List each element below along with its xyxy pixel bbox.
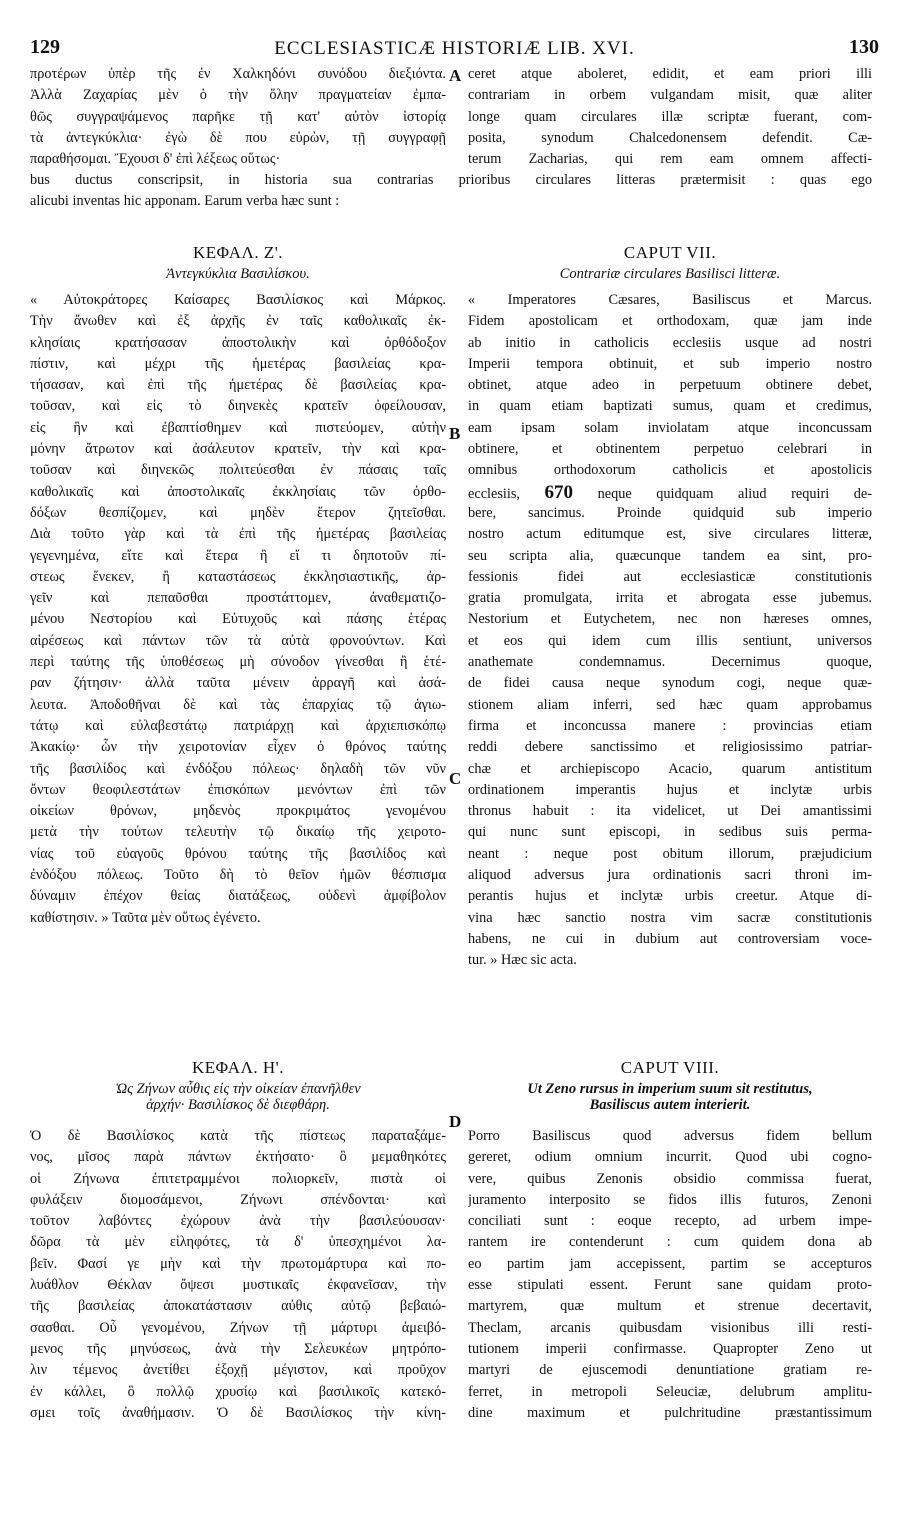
greek-intro-line: Ἀλλὰ Ζαχαρίας μὲν ὁ τὴν ὅλην πραγματείαν ἐμπα- (30, 87, 446, 104)
latin-subtitle-line: Basiliscus autem interierit. (589, 1097, 751, 1113)
running-header (30, 36, 879, 62)
greek-line: μένου Νεστορίου καὶ Εὐτυχοῦς καὶ πάσης ἑτέρας (30, 611, 446, 628)
full-width-line: alicubi inventas hic apponam. Earum verba hæc sunt : (30, 193, 340, 210)
latin-line: vere, quibus Zenonis obsidio commissa fuerat, (468, 1170, 872, 1187)
greek-line: μετὰ τὴν τούτων τελευτὴν τῷ δικαίῳ τῆς χειροτο- (30, 824, 446, 841)
greek-line: Ὁ δὲ Βασιλίσκος κατὰ τῆς πίστεως παραταξάμε- (30, 1128, 446, 1144)
latin-line: chæ et archiepiscopo Acacio, quarum antistitum (468, 760, 872, 777)
latin-line: ab initio in catholicis ecclesiis usque ad nostri (468, 334, 872, 351)
margin-letter-c: C (449, 769, 462, 788)
latin-line: qui nunc sunt episcopi, in sedibus suis perma- (468, 824, 872, 841)
latin-chapter-heading: CAPUT VII. (623, 243, 717, 262)
latin-line: obtinere, et obtinentem perpetuo celebrari in (468, 441, 872, 458)
latin-line: perantis hujus et inclytæ urbis creetur. Atque di- (468, 888, 872, 905)
greek-line: τῆς βασιλείας ἀποκατάστασιν αὐθις αὐτῷ βεβαιώ- (30, 1298, 446, 1315)
margin-letter-b: B (449, 424, 461, 443)
margin-letter-d: D (449, 1112, 462, 1131)
greek-intro-line: θῶς συγγραψάμενος παρῆκε τῇ κατ' αὐτὸν ἱστορίᾳ (30, 108, 446, 125)
latin-line: martyrem, quæ multum et strenue decertavit, (468, 1298, 872, 1315)
latin-line: fessionis fidei aut ecclesiasticæ constitutionis (468, 568, 872, 585)
greek-intro-column (30, 64, 446, 170)
greek-line: φυλάξειν διομοσάμενοι, Ζήνωνι σπένδονται· καὶ (30, 1191, 446, 1208)
latin-line: Porro Basiliscus quod adversus fidem bellum (468, 1128, 872, 1144)
latin-line: firma et inconcussa manere : provincias etiam (468, 717, 872, 734)
latin-line: ordinationem imperantis hujus et inclytæ urbis (468, 781, 872, 798)
greek-chapter-subtitle (30, 1081, 446, 1113)
latin-line: de fidei causa neque synodum cogi, neque quæ- (468, 675, 872, 692)
latin-intro-line: ceret atque aboleret, edidit, et eam priori illi (468, 66, 872, 82)
latin-line-start: ecclesiis, (468, 485, 545, 502)
greek-line: οἱ Ζήνωνα ἐπιτετραμμένοι πολιορκεῖν, πιστὰ οἱ (30, 1170, 446, 1187)
greek-line: γεγενημένα, εἴτε καὶ ἕτερα ἢ εἴ τι δηποτοῦν πί- (30, 547, 446, 564)
greek-line: εἰς ἣν καὶ ἐβαπτίσθημεν καὶ πιστεύομεν, αὐτὴν (30, 419, 446, 436)
latin-line: « Imperatores Cæsares, Basiliscus et Marcus. (468, 292, 872, 308)
greek-line: ὄντων θεοφιλεστάτων ἐπισκόπων μενόντων ἐπὶ τῶν (30, 781, 446, 798)
latin-line: juramento interposito se fidos illis futuros, Zenoni (468, 1191, 872, 1208)
latin-line-end: neque quidquam aliud requiri de- (573, 485, 872, 502)
greek-line: δῶρα τὰ μὲν εἰληφότες, τὰ δ' ὑπεσχημένοι λα- (30, 1234, 446, 1251)
greek-line: αἱρέσεως καὶ πάντων τῶν τὰ αὐτὰ φρονούντων. Καὶ (30, 632, 446, 649)
latin-chapter-subtitle: Contrariæ circulares Basilisci litteræ. (559, 266, 781, 282)
greek-line: ραν ζήτησιν· ἀλλὰ ταῦτα μένειν ἀρραγῆ καὶ ἀσά- (30, 675, 446, 692)
latin-line: gereret, odium omnium incurrit. Quod ubi cogno- (468, 1149, 872, 1166)
latin-intro-line: contrariam in orbem vulgandam misit, quæ aliter (468, 87, 872, 104)
latin-line: tur. » Hæc sic acta. (468, 952, 577, 969)
latin-chapter-subtitle (468, 1081, 872, 1113)
greek-line: στεως ἕνεκεν, ἢ καταστάσεως ἐκκλησιαστικῆς, ἀρ- (30, 568, 446, 585)
greek-line: καθολικαῖς καὶ ἀποστολικαῖς ἐκκλησίαις τῶν ὀρθο- (30, 483, 446, 500)
latin-chapter-heading: CAPUT VIII. (620, 1058, 720, 1077)
greek-line: δόξων θεσπίζομεν, καὶ μηδὲν ἕτερον ζητεῖσθαι. (30, 504, 446, 521)
latin-line: aliquod adversus jura ordinationis sacri throni im- (468, 867, 872, 884)
running-title: ECCLESIASTICÆ HISTORIÆ LIB. XVI. (274, 38, 635, 59)
latin-line: rantem ire contenderunt : cum quidem dona ab (468, 1234, 872, 1251)
latin-line: Imperii tempora obtinuit, et sub imperio nostro (468, 355, 872, 372)
greek-line: λυάθλον Θέκλαν ὄψεσι μυστικαῖς ἐκφανεῖσαν, τὴν (30, 1277, 446, 1294)
greek-line: τήσασαν, καὶ ἐπὶ τῆς ἡμετέρας δὲ βασιλείας κρα- (30, 377, 446, 394)
latin-line: ferret, in metropoli Seleuciæ, delubrum amplitu- (468, 1383, 872, 1400)
greek-line: νος, μῖσος παρὰ πάντων ἐκτήσατο· ὃ μεμαθηκότες (30, 1149, 446, 1166)
original-page-number: 670 (544, 481, 574, 503)
latin-line: tutionem imperii confirmasse. Quapropter Zeno ut (468, 1340, 872, 1357)
latin-line: vina hæc sanctio nostra vim sacræ constitutionis (468, 909, 872, 926)
greek-line: δύναμιν ἐπέχον θείας διατάξεως, οὐδενὶ ἀμφίβολον (30, 888, 446, 905)
greek-intro-line: παραθήσομαι. Ἔχουσι δ' ἐπὶ λέξεως οὕτως· (30, 151, 281, 168)
greek-line: οἰκείων θρόνων, μηδενὸς προκριμάτος γενομένου (30, 803, 446, 820)
greek-line: σμει τοῖς ἀναθήμασιν. Ὁ δὲ Βασιλίσκος τὴν κίνη- (30, 1404, 446, 1421)
greek-line: βεῖν. Φασί γε μὴν καὶ τὴν πρωτομάρτυρα καὶ πο- (30, 1255, 446, 1272)
latin-line: Nestorium et Eutychetem, nec non hæreses omnes, (468, 611, 872, 628)
latin-line: neant : neque post obitum illorum, præjudicium (468, 845, 872, 862)
greek-line: γεῖν καὶ πεπαῦσθαι προστάττομεν, ἀναθεματιζο- (30, 590, 446, 607)
latin-line: nostro actum editumque est, sive circulares litteræ, (468, 526, 872, 543)
greek-line: Ἀκακίῳ· ὧν τὴν χειροτονίαν εἶχεν ὁ θρόνος ταύτης (30, 739, 446, 756)
full-width-text (30, 170, 872, 213)
greek-subtitle-line: Ὡς Ζήνων αὖθις εἰς τὴν οἰκείαν ἐπανῆλθεν (115, 1081, 361, 1097)
greek-intro-line: προτέρων ὑπὲρ τῆς ἐν Χαλκηδόνι συνόδου διεξιόντα. (30, 66, 446, 82)
greek-chapter8-text (30, 1126, 446, 1424)
greek-line: τοῦσαν καὶ διηνεκῶς πολιτεύεσθαι ἐν πάσαις ταῖς (30, 462, 446, 479)
latin-line: bere, sancimus. Proinde quidquid sub imperio (468, 504, 872, 521)
latin-line: seu scripta alia, quæcunque tandem ea sint, pro- (468, 547, 872, 564)
greek-subtitle-line: ἀρχήν· Βασιλίσκος δὲ διεφθάρη. (146, 1097, 330, 1113)
latin-line: gratia promulgata, irrita et abrogata esse jubemus. (468, 590, 872, 607)
latin-chapter8-text (468, 1126, 872, 1424)
latin-line: in quam etiam baptizati sumus, quam et credimus, (468, 398, 872, 415)
greek-line: μόνην ἄτρωτον καὶ ἀσάλευτον κρατεῖν, τὴν καὶ κρα- (30, 441, 446, 458)
full-width-line: bus ductus conscripsit, in historia sua contrarias prioribus circulares litteras prætermisit : quas ego (30, 172, 872, 188)
latin-intro-line: longe quam circulares illæ scriptæ fuerant, com- (468, 108, 872, 125)
latin-line: esse stipulati essent. Ferunt sane quidam proto- (468, 1277, 872, 1294)
greek-line: « Αὐτοκράτορες Καίσαρες Βασιλίσκος καὶ Μάρκος. (30, 292, 446, 308)
greek-line: Διὰ τοῦτο γὰρ καὶ τὰ ἐπὶ τῆς ἡμετέρας βασιλείας (30, 526, 446, 543)
page-number-right: 130 (849, 36, 879, 58)
latin-line: conciliati sunt : eoque recepto, ad urbem impe- (468, 1213, 872, 1230)
greek-line: καθίστησιν. » Ταῦτα μὲν οὕτως ἐγένετο. (30, 909, 261, 926)
greek-line: τῆς βασιλίδος καὶ ἐνδόξου πόλεως· δηλαδὴ τῶν νῦν (30, 760, 446, 777)
latin-line: habens, ne cui in dubium aut controversiam voce- (468, 930, 872, 947)
greek-chapter7-text (30, 290, 446, 929)
latin-subtitle-line: Ut Zeno rursus in imperium suum sit restitutus, (527, 1081, 813, 1097)
latin-line: Theclam, arcanis quibusdam visionibus illi resti- (468, 1319, 872, 1336)
greek-line: τάτῳ καὶ εὐλαβεστάτῳ πατριάρχῃ καὶ ἀρχιεπισκόπῳ (30, 717, 446, 734)
latin-line: anathemate condemnamus. Decernimus quoque, (468, 654, 872, 671)
latin-line: omnibus orthodoxorum catholicis et apostolicis (468, 462, 872, 479)
greek-line: λευτα. Ἀποδοθῆναι δὲ καὶ τὰς ἐπαρχίας τῷ ἁγιω- (30, 696, 446, 713)
latin-line: stionem aliam inferri, sed hæc quam approbamus (468, 696, 872, 713)
greek-intro-line: τὰ ἀντεγκύκλια· ἐγὼ δὲ που εὑρὼν, τῇ συγγραφῇ (30, 129, 446, 146)
latin-line: thronus habuit : ita videlicet, ut Dei amantissimi (468, 803, 872, 820)
greek-line: τοῦτον λαβόντες ἐχώρουν ἀνὰ τὴν βασιλεύουσαν· (30, 1213, 446, 1230)
greek-line: ἐν κάλλει, ὃ πολλῷ χρυσίῳ καὶ βασιλικοῖς κατεκό- (30, 1383, 446, 1400)
greek-line: νίας τοῦ εὐαγοῦς θρόνου ταύτης τῆς βασιλίδος καὶ (30, 845, 446, 862)
greek-line: μενος τῆς μηνύσεως, ἀνὰ τὴν Σελευκέων μητρόπο- (30, 1340, 446, 1357)
greek-line: κλησίαις κρατήσασαν ἀποστολικὴν καὶ ὀρθόδοξον (30, 334, 446, 351)
greek-line: λιν τέμενος ἀνετίθει ἐξοχῇ μέγιστον, καὶ προῦχον (30, 1362, 446, 1379)
latin-line: reddi debere sanctissimo et religiosissimo patriar- (468, 739, 872, 756)
latin-line: eo partim jam accepissent, partim se accepturos (468, 1255, 872, 1272)
greek-line: πίστιν, καὶ μέχρι τῆς ἡμετέρας βασιλείας κρα- (30, 355, 446, 372)
greek-chapter-heading: ΚΕΦΑΛ. Η'. (192, 1058, 284, 1077)
latin-intro-column (468, 64, 872, 170)
latin-line-with-page-number (468, 482, 872, 503)
latin-line: obtinet, atque adeo in perpetuum obtinere debet, (468, 377, 872, 394)
margin-letter-a: A (449, 66, 462, 85)
greek-chapter-heading: ΚΕΦΑΛ. Ζ'. (192, 243, 284, 262)
latin-chapter7-text (468, 290, 872, 972)
latin-intro-line: terum Zacharias, qui rem eam omnem affecti- (468, 151, 872, 168)
greek-line: τοῦσαν, καὶ εἰς τὸ διηνεκὲς κρατεῖν ὀφείλουσαν, (30, 398, 446, 415)
latin-line: Fidem apostolicam et orthodoxam, quæ jam inde (468, 313, 872, 330)
page-number-left: 129 (30, 36, 60, 58)
greek-line: περὶ ταύτης τῆς ὑποθέσεως μὴ σύνοδον γίνεσθαι ἢ ἑτέ- (30, 654, 446, 671)
greek-chapter-subtitle: Ἀντεγκύκλια Βασιλίσκου. (166, 266, 310, 282)
latin-line: martyri de ejuscemodi denuntiatione gratiam re- (468, 1362, 872, 1379)
greek-line: ἐνδόξου πόλεως. Τοῦτο δὴ τὸ θεῖον ἡμῶν θέσπισμα (30, 867, 446, 884)
greek-line: σασθαι. Οὗ γενομένου, Ζήνων τῇ μάρτυρι ἀμειβό- (30, 1319, 446, 1336)
latin-line: eam ipsam solam inviolatam atque inconcussam (468, 419, 872, 436)
latin-intro-line: posita, synodum Chalcedonensem defendit. Cæ- (468, 129, 872, 146)
latin-line: et eos qui idem cum illis sentiunt, universos (468, 632, 872, 649)
greek-line: Τὴν ἄνωθεν καὶ ἐξ ἀρχῆς ἐν ταῖς καθολικαῖς ἐκ- (30, 313, 446, 330)
latin-line: dine maximum et pulchritudine præstantissimum (468, 1404, 872, 1421)
